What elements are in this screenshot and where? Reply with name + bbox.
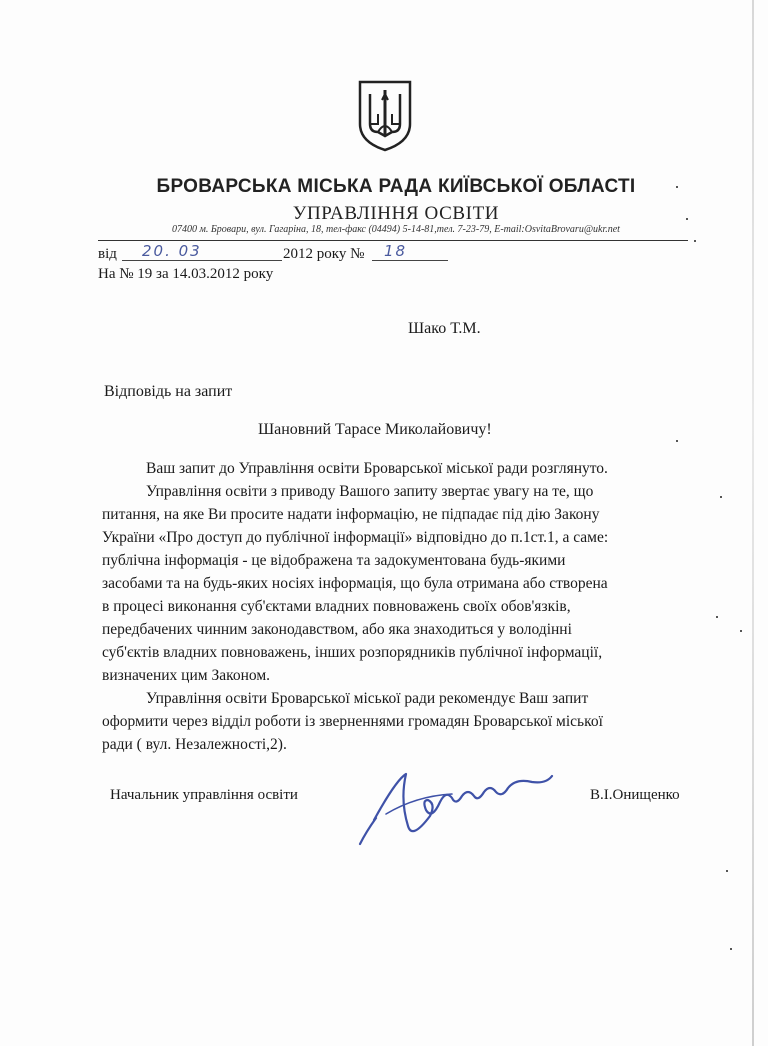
scan-speck <box>686 218 688 220</box>
paragraph-line: в процесі виконання суб'єктами владних повноважень своїх обов'язків, <box>102 598 571 615</box>
scan-speck <box>716 616 718 618</box>
paragraph-line: визначених цим Законом. <box>102 667 271 684</box>
scan-speck <box>676 440 678 442</box>
scan-speck <box>676 186 678 188</box>
paragraph-line: засобами та на будь-яких носіях інформація, що була отримана або створена <box>102 575 608 592</box>
address-line: 07400 м. Бровари, вул. Гагаріна, 18, тел-факс (04494) 5-14-81,тел. 7-23-79, E-mail:OsvitaBrovaru@ukr.net <box>172 224 620 235</box>
paragraph-line: питання, на яке Ви просите надати інформацію, не підпадає під дію Закону <box>102 506 600 523</box>
paragraph-line: оформити через відділ роботи із зверненнями громадян Броварської міської <box>102 713 603 730</box>
reference-line: На № 19 за 14.03.2012 року <box>98 266 274 282</box>
signature-name: В.І.Онищенко <box>590 787 680 803</box>
year-label: 2012 року № <box>283 246 365 262</box>
paragraph-line: України «Про доступ до публічної інформації» відповідно до п.1ст.1, а саме: <box>102 529 609 546</box>
org-title: БРОВАРСЬКА МІСЬКА РАДА КИЇВСЬКОЇ ОБЛАСТІ <box>156 176 636 197</box>
recipient: Шако Т.М. <box>408 320 481 337</box>
paragraph-line: передбачених чинним законодавством, або яка знаходиться у володінні <box>102 621 572 638</box>
paragraph-line: Ваш запит до Управління освіти Броварської міської ради розглянуто. <box>146 460 608 477</box>
scan-speck <box>726 870 728 872</box>
paragraph-line: Управління освіти з приводу Вашого запиту звертає увагу на те, що <box>146 483 594 500</box>
dept-title: УПРАВЛІННЯ ОСВІТИ <box>292 203 500 224</box>
header-rule <box>98 240 688 241</box>
paragraph-line: суб'єктів владних повноважень, інших розпорядників публічної інформації, <box>102 644 603 661</box>
signature-position: Начальник управління освіти <box>110 787 298 803</box>
paragraph-line: ради ( вул. Незалежності,2). <box>102 736 287 753</box>
scan-speck <box>720 496 722 498</box>
from-label: від <box>98 246 117 262</box>
scan-speck <box>740 630 742 632</box>
scan-speck <box>730 948 732 950</box>
number-handwritten: 18 <box>384 242 408 260</box>
paragraph-line: публічна інформація - це відображена та задокументована будь-якими <box>102 552 566 569</box>
salutation: Шановний Тарасе Миколайовичу! <box>258 421 492 438</box>
scan-speck <box>694 240 696 242</box>
signature-icon <box>356 760 556 852</box>
subject: Відповідь на запит <box>104 383 233 400</box>
paragraph-line: Управління освіти Броварської міської ради рекомендує Ваш запит <box>146 690 589 707</box>
date-handwritten: 20. 03 <box>142 242 202 260</box>
coat-of-arms-icon <box>356 80 414 152</box>
scan-edge <box>752 0 754 1046</box>
